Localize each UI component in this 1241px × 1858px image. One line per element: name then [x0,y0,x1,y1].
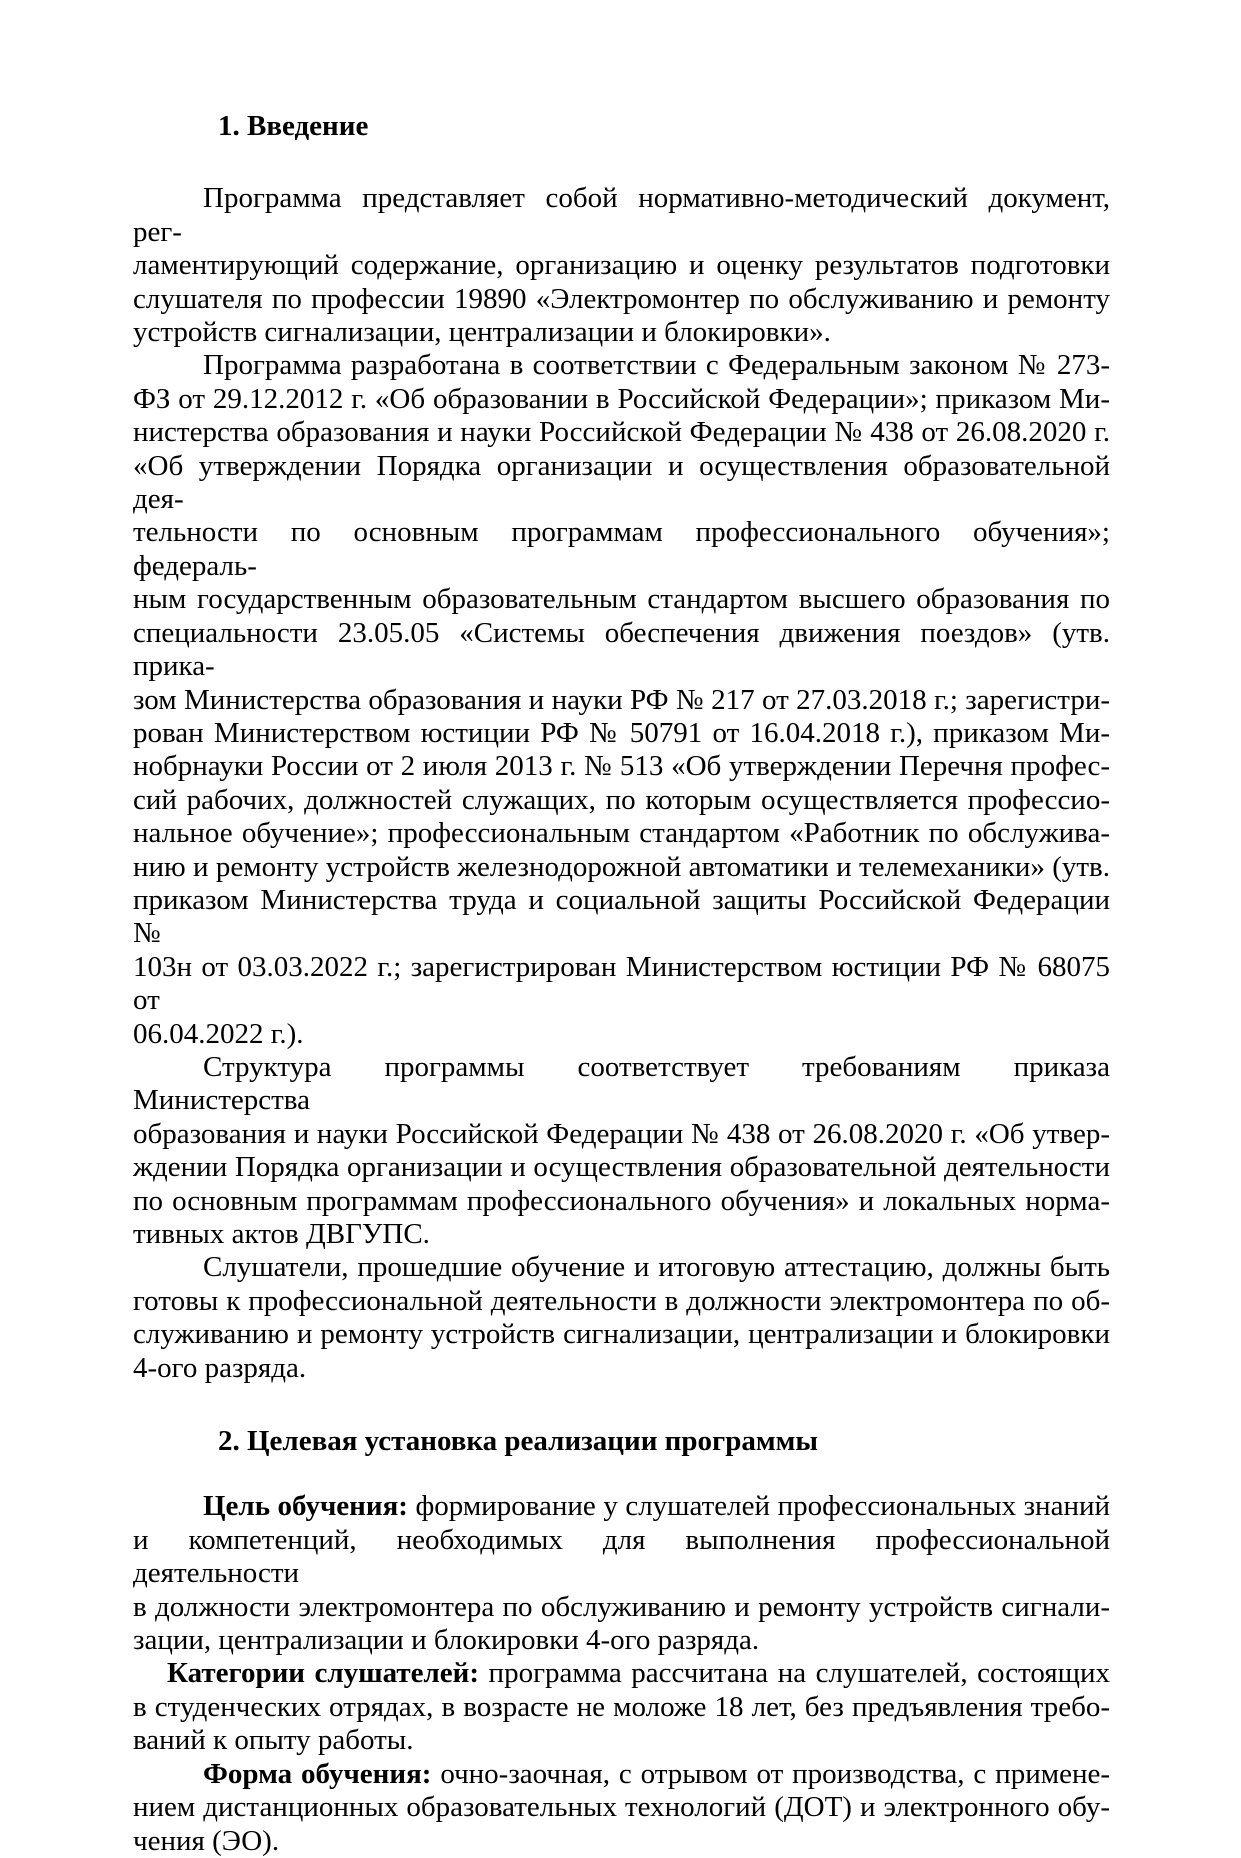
paragraph [133,1758,1110,1858]
paragraph-line: готовы к профессиональной деятельности в должности электромонтера по об- [133,1284,1110,1317]
line-text: формирование у слушателей профессиональных знаний [407,1490,1111,1523]
paragraph-line: ФЗ от 29.12.2012 г. «Об образовании в Российской Федерации»; приказом Ми- [133,382,1110,415]
paragraph-line: слушателя по профессии 19890 «Электромонтер по обслуживанию и ремонту [133,282,1110,315]
paragraph-line: Программа представляет собой нормативно-методический документ, рег- [133,182,1110,248]
paragraph-line [133,1657,1110,1690]
paragraph [133,1251,1110,1385]
paragraph-line: тивных актов ДВГУПС. [133,1218,430,1250]
paragraph-line: зации, централизации и блокировки 4-ого разряда. [133,1624,760,1657]
paragraph-line: чения (ЭО). [133,1824,280,1857]
paragraph-line: образования и науки Российской Федерации № 438 от 26.08.2020 г. «Об утвер- [133,1117,1110,1150]
paragraph [133,182,1110,349]
paragraph-line [133,1490,1110,1523]
line-text: программа рассчитана на слушателей, состоящих [479,1657,1110,1690]
bold-lead: Категории слушателей: [167,1657,480,1690]
paragraph-line: нобрнауки России от 2 июля 2013 г. № 513 «Об утверждении Перечня профес- [133,750,1110,783]
paragraph-line: приказом Министерства труда и социальной защиты Российской Федерации № [133,883,1110,950]
paragraph-line: 06.04.2022 г.). [133,1017,304,1050]
paragraph-line: в студенческих отрядах, в возрасте не моложе 18 лет, без предъявления требо- [133,1690,1110,1723]
paragraph-line: устройств сигнализации, централизации и блокировки». [133,316,831,349]
paragraph-line: и компетенций, необходимых для выполнения профессиональной деятельности [133,1523,1110,1590]
paragraph-line: тельности по основным программам профессионального обучения»; федераль- [133,516,1110,582]
paragraph [133,1657,1110,1757]
paragraph [133,1051,1110,1251]
paragraph-line: в должности электромонтера по обслуживанию и ремонту устройств сигнали- [133,1590,1110,1623]
paragraph-line: Структура программы соответствует требованиям приказа Министерства [133,1050,1110,1117]
paragraph [133,349,1110,1051]
paragraph-line: нистерства образования и науки Российской Федерации № 438 от 26.08.2020 г. [133,416,1110,449]
paragraph-line: нию и ремонту устройств железнодорожной автоматики и телемеханики» (утв. [133,850,1110,883]
paragraph-line: сий рабочих, должностей служащих, по которым осуществляется профессио- [133,783,1110,816]
bold-lead: Цель обучения: [203,1490,408,1523]
paragraph-line: ным государственным образовательным стандартом высшего образования по [133,583,1110,616]
paragraph-line: Программа разработана в соответствии с Федеральным законом № 273- [203,349,1110,382]
line-text: очно-заочная, с отрывом от производства, с примене- [431,1757,1110,1790]
paragraph-line: ваний к опыту работы. [133,1724,414,1757]
paragraph-line: служиванию и ремонту устройств сигнализации, централизации и блокировки [133,1318,1110,1351]
section-heading: 2. Целевая установка реализации программы [218,1425,818,1458]
paragraph-line: ламентирующий содержание, организацию и оценку результатов подготовки [133,249,1110,282]
paragraph-line: «Об утверждении Порядка организации и осуществления образовательной дея- [133,449,1110,516]
document-body [133,110,1110,1858]
paragraph-line: Слушатели, прошедшие обучение и итоговую аттестацию, должны быть [203,1251,1110,1284]
paragraph [133,1490,1110,1657]
section-heading: 1. Введение [218,110,369,142]
paragraph-line: 103н от 03.03.2022 г.; зарегистрирован Министерством юстиции РФ № 68075 от [133,950,1110,1017]
paragraph-line: рован Министерством юстиции РФ № 50791 от 16.04.2018 г.), приказом Ми- [133,716,1110,749]
paragraph-line: ждении Порядка организации и осуществления образовательной деятельности [133,1151,1110,1184]
paragraph-line: по основным программам профессионального обучения» и локальных норма- [133,1184,1110,1217]
paragraph-line [133,1758,1110,1791]
paragraph-line: специальности 23.05.05 «Системы обеспечения движения поездов» (утв. прика- [133,616,1110,683]
paragraph-line: нием дистанционных образовательных технологий (ДОТ) и электронного обу- [133,1791,1110,1824]
paragraph-line: нальное обучение»; профессиональным стандартом «Работник по обслужива- [133,817,1110,850]
paragraph-line: зом Министерства образования и науки РФ № 217 от 27.03.2018 г.; зарегистри- [133,683,1110,716]
bold-lead: Форма обучения: [203,1757,432,1790]
paragraph-line: 4-ого разряда. [133,1351,307,1384]
